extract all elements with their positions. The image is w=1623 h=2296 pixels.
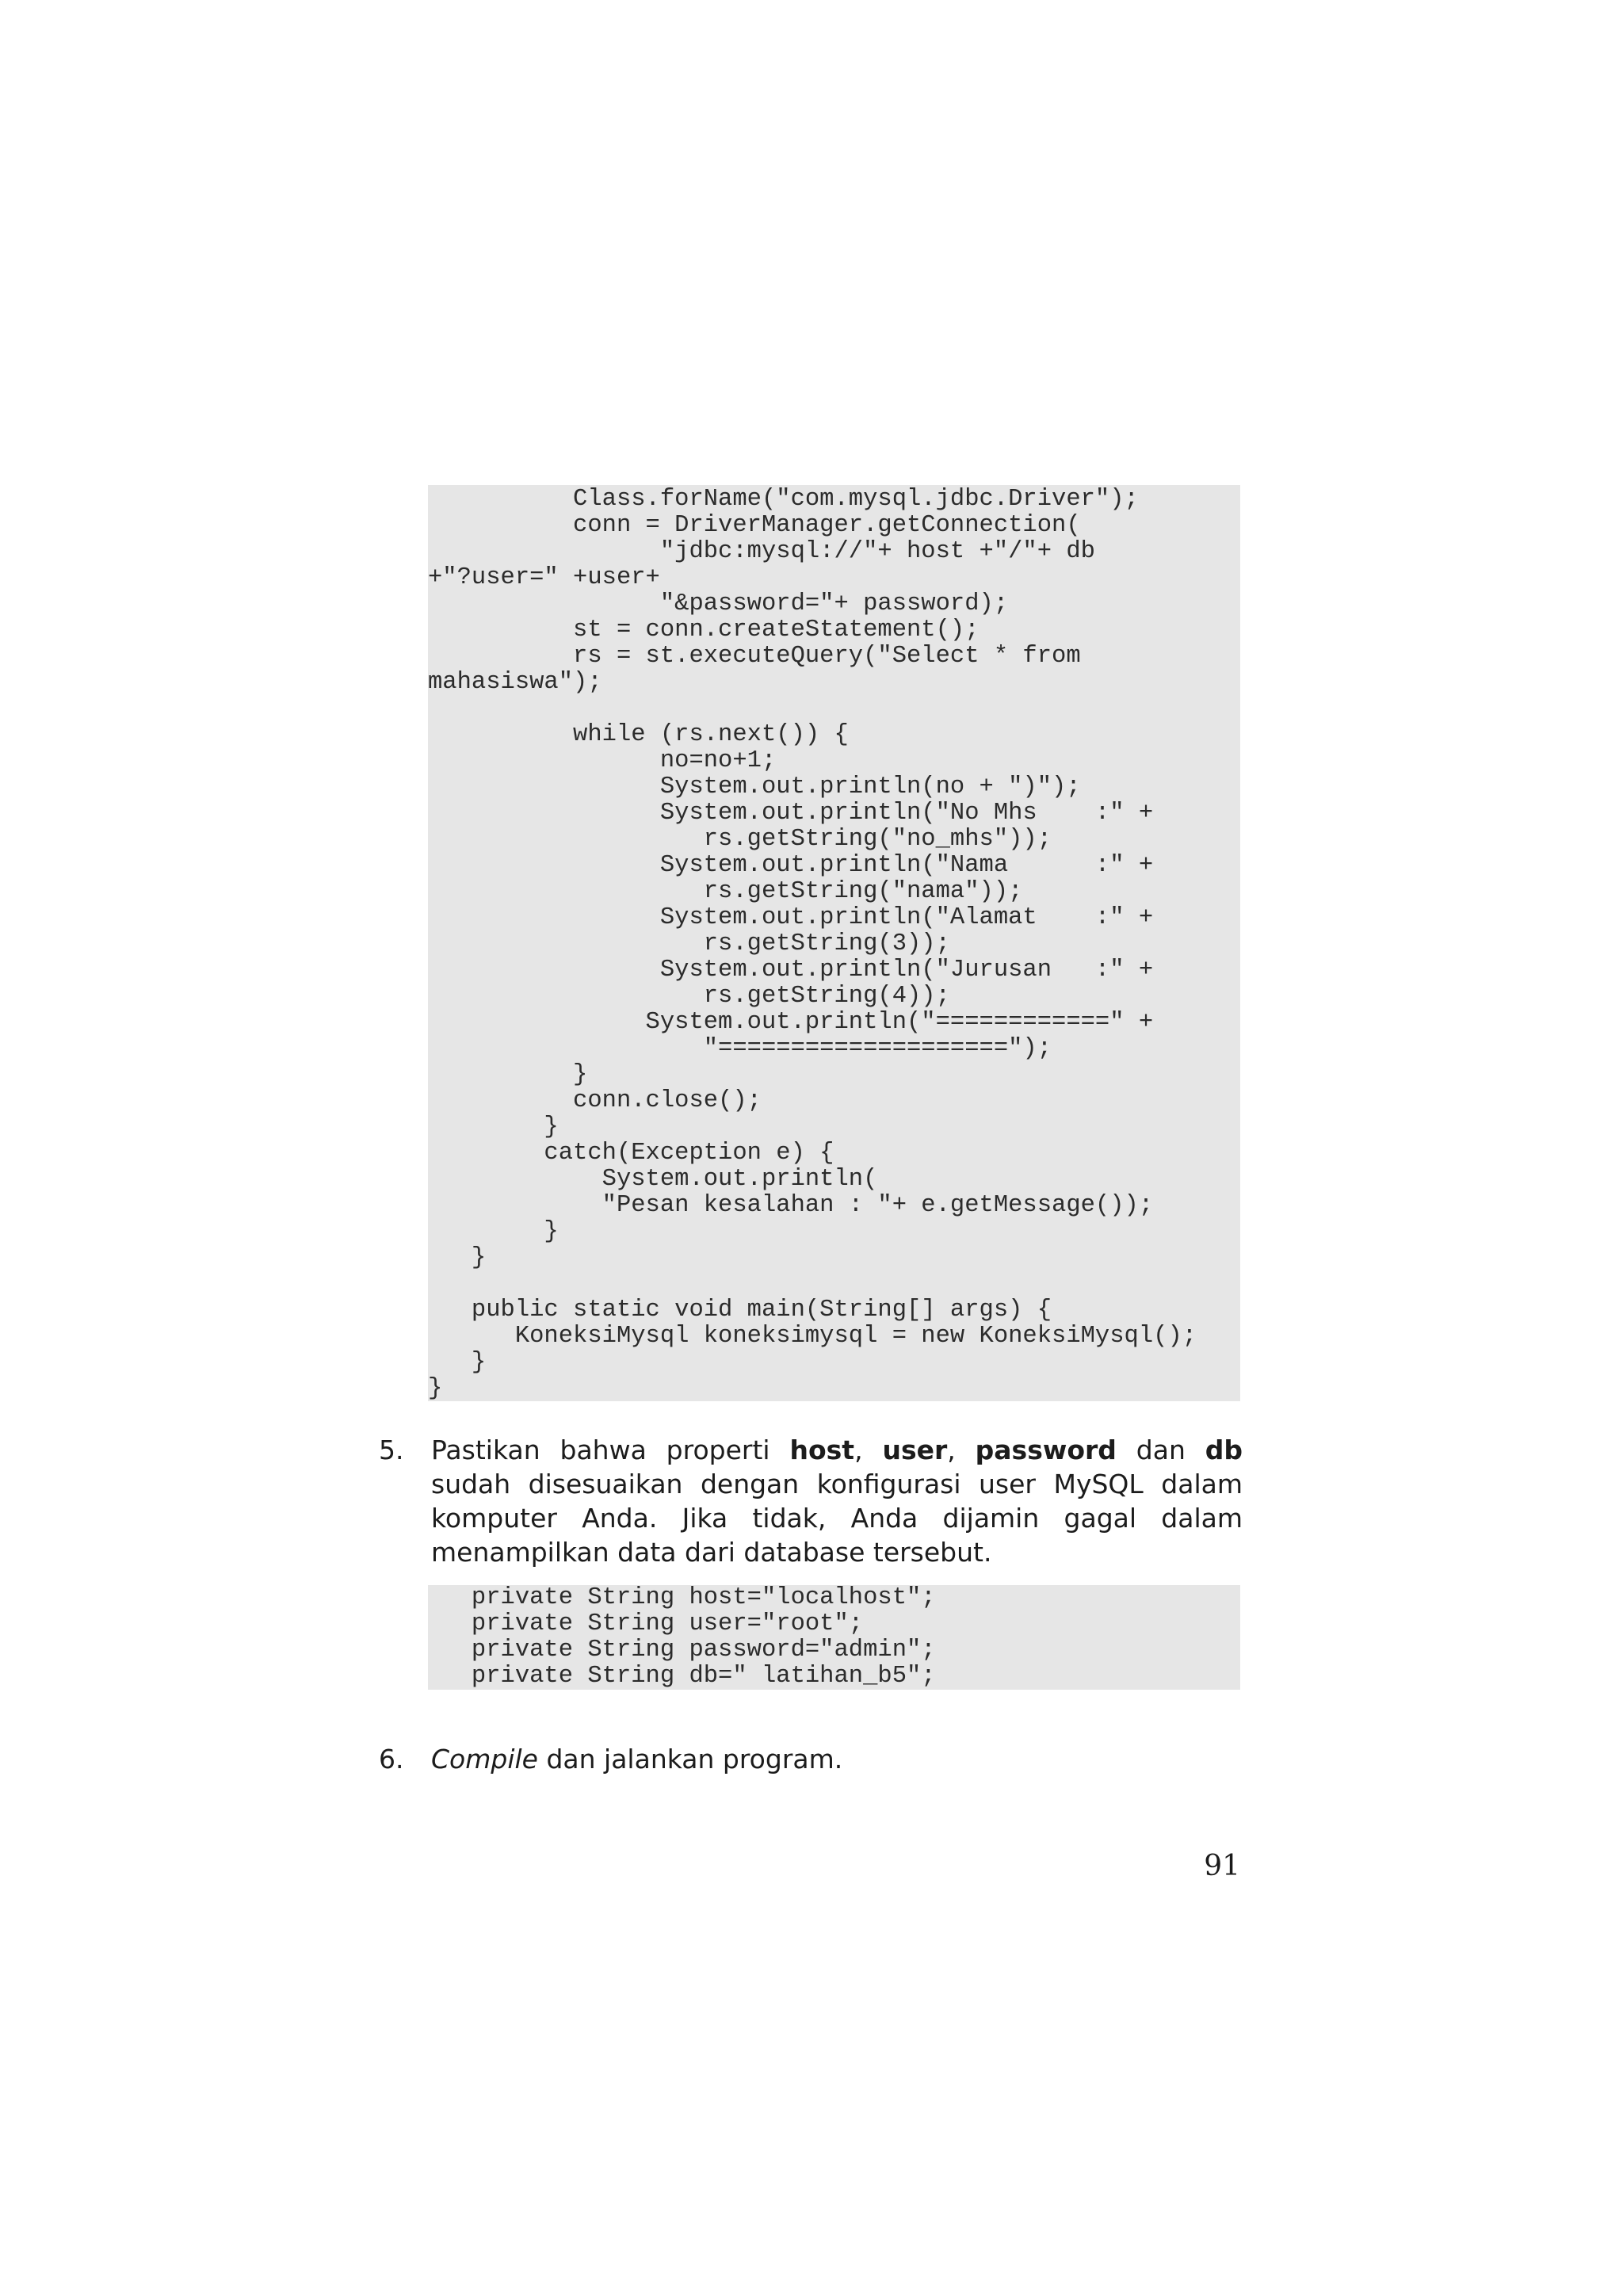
step-6-number: 6. xyxy=(379,1744,404,1775)
code-text-main: Class.forName("com.mysql.jdbc.Driver"); conn = DriverManager.getConnection( "jdbc:mysql://"+ host +"/"+ db +"?user=" +user+ "&password="+ password); st = conn.createStatement(); rs = st.executeQuery("Select * from mahasiswa"); while (rs.next()) { no=no+1; System.out.println(no + ")"); System.out.println("No Mhs :" + rs.getString("no_mhs")); System.out.println("Nama :" + rs.getString("nama")); System.out.println("Alamat :" + rs.getString(3)); System.out.println("Jurusan :" + rs.getString(4)); System.out.println("============" + "===================="); } conn.close(); } catch(Exception e) { System.out.println( "Pesan kesalahan : "+ e.getMessage()); } } public static void main(String[] args) { KoneksiMysql koneksimysql = new KoneksiMysql(); } } xyxy=(428,486,1197,1402)
code-listing-main xyxy=(428,485,1240,1401)
step-5-number: 5. xyxy=(379,1435,404,1465)
step-6-italic-word: Compile xyxy=(431,1744,538,1775)
step-6 xyxy=(379,1742,1243,1776)
step-6-text-part: dan jalankan program. xyxy=(537,1744,843,1775)
page-number: 91 xyxy=(1204,1850,1240,1882)
step-5-text-part: sudah disesuaikan dengan konfigurasi user MySQL dalam komputer Anda. Jika tidak, Anda dijamin gagal dalam menampilkan data dari database tersebut. xyxy=(431,1469,1243,1568)
step-5 xyxy=(379,1433,1243,1569)
step-5-separator: , xyxy=(854,1435,883,1465)
step-5-text xyxy=(431,1433,1243,1569)
step-6-text xyxy=(431,1742,1243,1776)
code-listing-config xyxy=(428,1585,1240,1690)
keyword-user: user xyxy=(882,1435,948,1465)
keyword-password: password xyxy=(975,1435,1117,1465)
keyword-host: host xyxy=(789,1435,855,1465)
code-text-config: private String host="localhost"; private String user="root"; private String password="admin"; private String db=" latihan_b5"; xyxy=(471,1584,936,1690)
step-5-separator: dan xyxy=(1116,1435,1205,1465)
keyword-db: db xyxy=(1205,1435,1243,1465)
step-5-separator: , xyxy=(947,1435,976,1465)
step-5-text-part: Pastikan bahwa properti xyxy=(431,1435,790,1465)
